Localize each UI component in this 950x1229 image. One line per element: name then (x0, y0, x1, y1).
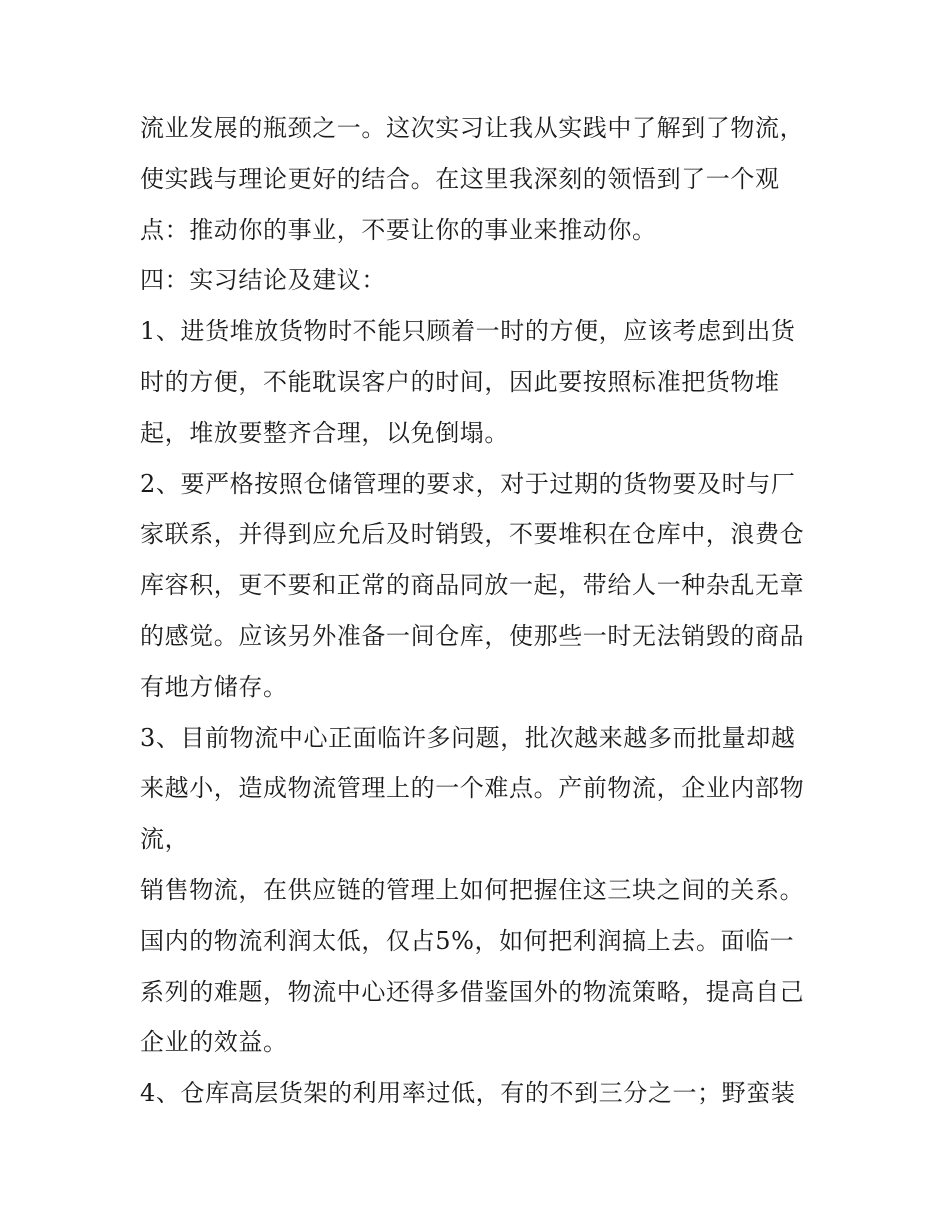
text-line: 1、进货堆放货物时不能只顾着一时的方便，应该考虑到出货 (140, 317, 796, 346)
text-line: 2、要严格按照仓储管理的要求，对于过期的货物要及时与厂 (140, 469, 796, 498)
text-line: 来越小，造成物流管理上的一个难点。产前物流，企业内部物 (140, 774, 805, 803)
text-line: 4、仓库高层货架的利用率过低，有的不到三分之一；野蛮装 (140, 1079, 796, 1108)
text-line: 销售物流，在供应链的管理上如何把握住这三块之间的关系。 (140, 875, 805, 904)
section-heading: 四：实习结论及建议： (140, 266, 386, 295)
text-line: 点：推动你的事业，不要让你的事业来推动你。 (140, 215, 657, 244)
text-line: 有地方储存。 (140, 672, 288, 701)
text-line: 家联系，并得到应允后及时销毁，不要堆积在仓库中，浪费仓 (140, 520, 805, 549)
text-line: 库容积，更不要和正常的商品同放一起，带给人一种杂乱无章 (140, 571, 805, 600)
text-line: 流， (140, 825, 190, 854)
text-line: 的感觉。应该另外准备一间仓库，使那些一时无法销毁的商品 (140, 621, 805, 650)
text-line: 系列的难题，物流中心还得多借鉴国外的物流策略，提高自己 (140, 977, 805, 1006)
text-line: 国内的物流利润太低，仅占5%，如何把利润搞上去。面临一 (140, 926, 795, 955)
text-line: 流业发展的瓶颈之一。这次实习让我从实践中了解到了物流， (140, 114, 805, 142)
text-line: 使实践与理论更好的结合。在这里我深刻的领悟到了一个观 (140, 164, 780, 193)
body-text (140, 103, 830, 1119)
text-line: 起，堆放要整齐合理，以免倒塌。 (140, 418, 509, 447)
text-line: 3、目前物流中心正面临许多问题，批次越来越多而批量却越 (140, 723, 796, 752)
text-line: 时的方便，不能耽误客户的时间，因此要按照标准把货物堆 (140, 367, 780, 396)
text-line: 企业的效益。 (140, 1028, 288, 1057)
